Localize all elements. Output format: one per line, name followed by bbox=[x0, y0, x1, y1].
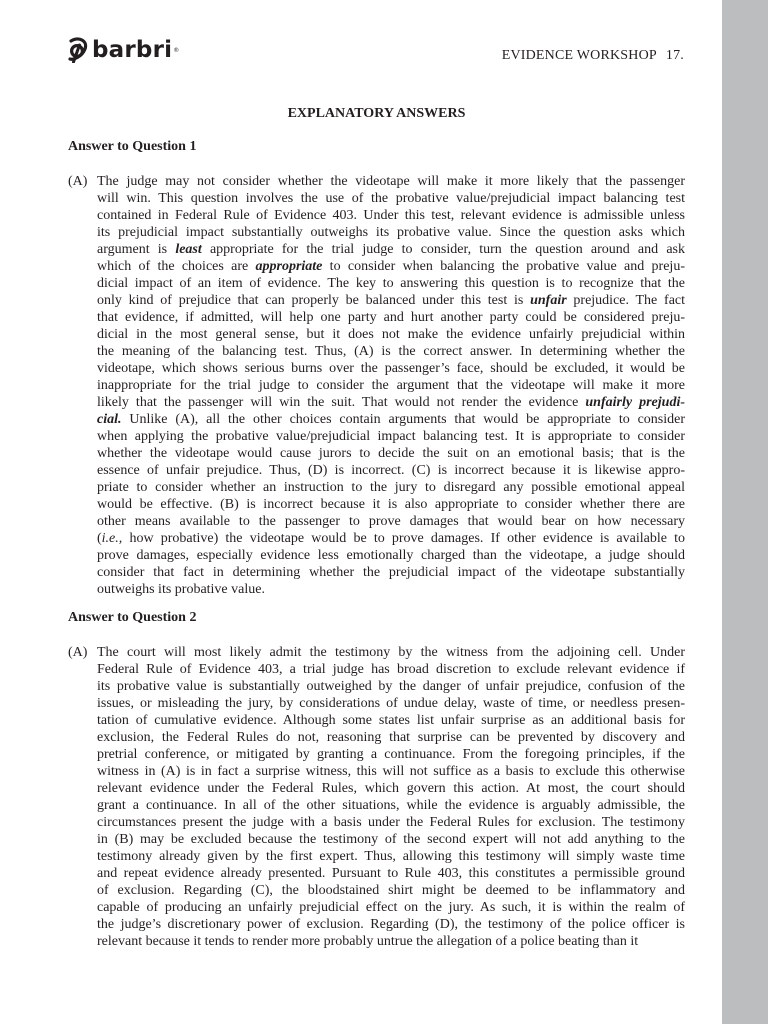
text-line bbox=[97, 933, 685, 950]
text-run: that evidence, if admitted, will help one party and hurt another party could be considered preju- bbox=[97, 310, 685, 325]
text-line bbox=[97, 882, 685, 899]
text-line bbox=[97, 207, 685, 224]
page-number: 17. bbox=[665, 48, 684, 63]
text-line bbox=[97, 326, 685, 343]
emphasized-text: unfairly prejudi- bbox=[585, 395, 685, 410]
running-header bbox=[502, 48, 684, 64]
emphasized-text: appropriate bbox=[255, 259, 323, 274]
text-run: Unlike (A), all the other choices contain arguments that would be appropriate to consider bbox=[121, 412, 685, 427]
text-run: contained in Federal Rule of Evidence 403. Under this test, relevant evidence is admissible unless bbox=[97, 208, 685, 223]
running-title: EVIDENCE WORKSHOP bbox=[501, 48, 657, 63]
text-line bbox=[97, 275, 685, 292]
text-run: The court will most likely admit the testimony by the witness from the adjoining cell. Under bbox=[97, 645, 685, 660]
text-line bbox=[97, 462, 685, 479]
text-run: which of the choices are bbox=[97, 259, 256, 274]
text-run: its probative value is substantially outweighed by the danger of unfair prejudice, confusion of the bbox=[97, 679, 685, 694]
text-line bbox=[97, 411, 685, 428]
text-line bbox=[97, 661, 685, 678]
text-run: prove damages, especially evidence less emotionally charged than the videotape, a judge should bbox=[97, 548, 685, 563]
text-run: whether the videotape would cause jurors to decide the suit on an emotional basis; that is the bbox=[97, 446, 685, 461]
text-line bbox=[97, 780, 685, 797]
emphasized-text: least bbox=[175, 242, 202, 257]
text-run: will win. This question involves the use of the probative value/prejudicial impact balancing test bbox=[97, 191, 685, 206]
text-run: likely that the passenger will win the suit. That would not render the evidence bbox=[97, 395, 586, 410]
text-run: the judge’s discretionary power of exclusion. Regarding (D), the testimony of the police officer is bbox=[97, 917, 685, 932]
text-line bbox=[97, 644, 685, 661]
text-run: relevant because it tends to render more probably untrue the allegation of a police beating than it bbox=[97, 934, 639, 949]
text-line bbox=[97, 848, 685, 865]
text-line bbox=[97, 678, 685, 695]
barbri-logo bbox=[67, 37, 179, 63]
text-line bbox=[97, 309, 685, 326]
text-line bbox=[97, 241, 685, 258]
barbri-leaf-icon bbox=[67, 37, 89, 63]
text-run: priate to consider whether an instruction to the jury to disregard any possible emotional appeal bbox=[97, 480, 685, 495]
text-run: tation of cumulative evidence. Although some states list unfair surprise as an additional basis for bbox=[97, 713, 685, 728]
text-line bbox=[97, 479, 685, 496]
text-line bbox=[97, 343, 685, 360]
answer-1-text bbox=[97, 173, 685, 598]
logo-registered-mark: ® bbox=[173, 46, 180, 54]
text-line bbox=[97, 763, 685, 780]
text-line bbox=[97, 865, 685, 882]
answer-2-text bbox=[97, 644, 685, 950]
text-line bbox=[97, 916, 685, 933]
text-line bbox=[97, 496, 685, 513]
text-run: the meaning of the balancing test. Thus, (A) is the correct answer. In determining whether the bbox=[97, 344, 685, 359]
text-run: argument is bbox=[97, 242, 176, 257]
text-run: circumstances present the judge with a basis under the Federal Rules for exclusion. The testimony bbox=[97, 815, 685, 830]
text-run: capable of producing an unfairly prejudicial effect on the jury. As such, it is within the realm of bbox=[97, 900, 685, 915]
text-line bbox=[97, 258, 685, 275]
text-line bbox=[97, 564, 685, 581]
text-line bbox=[97, 530, 685, 547]
text-run: its prejudicial impact substantially outweighs its probative value. Since the question asks which bbox=[97, 225, 685, 240]
answer-1-heading: Answer to Question 1 bbox=[68, 139, 197, 154]
text-run: appropriate for the trial judge to consider, turn the question around and ask bbox=[201, 242, 685, 257]
text-line bbox=[97, 797, 685, 814]
text-run: issues, or misleading the jury, by considerations of undue delay, waste of time, or needless presen- bbox=[97, 696, 685, 711]
emphasized-text: i.e., bbox=[101, 531, 123, 546]
emphasized-text: cial. bbox=[97, 412, 122, 427]
text-line bbox=[97, 377, 685, 394]
text-run: how probative) the videotape would be to prove damages. If other evidence is available to bbox=[122, 531, 685, 546]
answer-1-choice: (A) bbox=[68, 174, 88, 189]
text-line bbox=[97, 428, 685, 445]
text-run: testimony already given by the first expert. Thus, allowing this testimony will simply waste time bbox=[97, 849, 685, 864]
text-run: videotape, which shows serious burns over the passenger’s face, should be excluded, it would be bbox=[97, 361, 685, 376]
text-run: only kind of prejudice that can properly be balanced under this test is bbox=[97, 293, 531, 308]
text-run: inappropriate for the trial judge to consider the argument that the videotape will make it more bbox=[97, 378, 685, 393]
text-line bbox=[97, 173, 685, 190]
text-line bbox=[97, 899, 685, 916]
text-line bbox=[97, 712, 685, 729]
text-line bbox=[97, 224, 685, 241]
text-run: dicial impact of an item of evidence. The key to answering this question is to recognize that the bbox=[97, 276, 685, 291]
text-run: and repeat evidence already presented. Pursuant to Rule 403, this constitutes a permissible ground bbox=[97, 866, 685, 881]
text-run: ( bbox=[97, 531, 102, 546]
text-run: dicial in the most general sense, but it does not make the evidence unfairly prejudicial within bbox=[97, 327, 685, 342]
text-line bbox=[97, 695, 685, 712]
text-run: exclusion, the Federal Rules do not, reasoning that surprise can be prevented by discovery and bbox=[97, 730, 685, 745]
text-run: consider that fact in determining whether the prejudicial impact of the videotape substantially bbox=[97, 565, 685, 580]
text-run: grant a continuance. In all of the other situations, while the evidence is arguably admissible, the bbox=[97, 798, 685, 813]
text-run: in (B) may be excluded because the testimony of the second expert will not add anything to the bbox=[97, 832, 685, 847]
text-line bbox=[97, 292, 685, 309]
text-line bbox=[97, 581, 685, 598]
text-line bbox=[97, 814, 685, 831]
text-line bbox=[97, 445, 685, 462]
text-run: witness in (A) is in fact a surprise witness, this will not suffice as a basis to exclude this otherwise bbox=[97, 764, 685, 779]
text-run: essence of unfair prejudice. Thus, (D) is incorrect. (C) is incorrect because it is likewise appro- bbox=[97, 463, 685, 478]
text-line bbox=[97, 729, 685, 746]
text-line bbox=[97, 831, 685, 848]
text-run: to consider when balancing the probative value and preju- bbox=[322, 259, 685, 274]
emphasized-text: unfair bbox=[530, 293, 567, 308]
text-line bbox=[97, 746, 685, 763]
section-title: EXPLANATORY ANSWERS bbox=[287, 106, 466, 121]
logo-wordmark: barbri bbox=[92, 36, 173, 63]
answer-2-heading: Answer to Question 2 bbox=[68, 610, 197, 625]
text-run: The judge may not consider whether the videotape will make it more likely that the passenger bbox=[97, 174, 685, 189]
answer-2-choice: (A) bbox=[68, 645, 88, 660]
text-run: relevant evidence under the Federal Rules, which govern this action. At most, the court should bbox=[97, 781, 685, 796]
text-line bbox=[97, 190, 685, 207]
text-run: other means available to the passenger to prove damages that would bear on how necessary bbox=[97, 514, 685, 529]
text-run: outweighs its probative value. bbox=[97, 582, 265, 597]
text-line bbox=[97, 394, 685, 411]
text-run: Federal Rule of Evidence 403, a trial judge has broad discretion to exclude relevant evidence if bbox=[97, 662, 685, 677]
text-line bbox=[97, 513, 685, 530]
text-line bbox=[97, 360, 685, 377]
text-run: when applying the probative value/prejudicial impact balancing test. It is appropriate to consider bbox=[97, 429, 685, 444]
text-run: prejudice. The fact bbox=[566, 293, 686, 308]
text-run: would be effective. (B) is incorrect because it is also appropriate to consider whether there are bbox=[97, 497, 685, 512]
text-run: of exclusion. Regarding (C), the bloodstained shirt might be deemed to be inflammatory and bbox=[97, 883, 685, 898]
text-line bbox=[97, 547, 685, 564]
page-margin-bar bbox=[722, 0, 768, 1024]
text-run: pretrial conference, or mitigated by granting a continuance. From the foregoing principles, if the bbox=[97, 747, 685, 762]
